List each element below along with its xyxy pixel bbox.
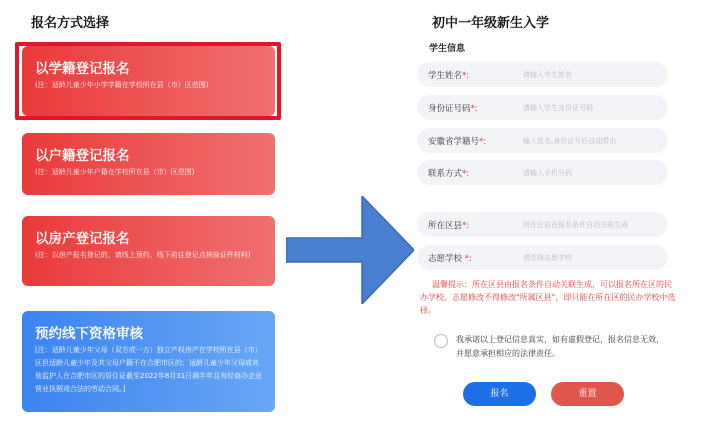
- warm-tip-text: 温馨提示：所在区县由报名条件自动关联生成，可以报名所在区的民办学校。志愿修改不得修改"所属区县"，即只能在所在区的民办学校中选择。: [420, 280, 676, 315]
- right-arrow-icon: [286, 196, 414, 304]
- card-offline-review[interactable]: [22, 311, 275, 412]
- field-placeholder: 所在区县由报名条件自动关联生成: [523, 221, 628, 229]
- field-placeholder: 请输入学生姓名: [523, 71, 572, 79]
- section-title-student-info: 学生信息: [429, 44, 466, 54]
- field-label: 志愿学校 *:: [428, 254, 472, 264]
- student-record-number-field[interactable]: [417, 128, 668, 153]
- left-panel-title: 报名方式选择: [31, 16, 110, 31]
- agreement-radio[interactable]: [434, 334, 448, 348]
- field-placeholder: 请选择志愿学校: [523, 254, 572, 262]
- field-label: 所在区县*:: [428, 221, 470, 231]
- field-placeholder: 请输入学生身份证号码: [523, 104, 593, 112]
- card-household-register[interactable]: [22, 133, 275, 195]
- field-placeholder: 请输入手机号码: [523, 169, 572, 177]
- submit-button[interactable]: 报名: [463, 382, 536, 406]
- agreement-text: 我承诺以上登记信息真实，如有虚假登记，报名信息无效，并愿意承担相应的法律责任。: [456, 335, 664, 358]
- card-student-record[interactable]: [22, 46, 275, 116]
- preferred-school-field[interactable]: [417, 245, 668, 270]
- card-title: 以房产登记报名: [35, 231, 130, 247]
- card-description: [注：适龄儿童少年父母（双方或一方）独立产权房产在学校所在县（市）区但适龄儿童少年及其父母户籍不在合肥市区的；适龄儿童少年父母或其他监护人在合肥市区的居住证截至2022年8月31日满半年且有经商办企业营业执照或合法的劳动合同。]: [35, 346, 263, 393]
- field-placeholder: 输入姓名,身份证号后自动带出: [523, 137, 617, 145]
- card-title: 预约线下资格审核: [35, 326, 143, 342]
- reset-button[interactable]: 重置: [551, 382, 624, 406]
- district-field[interactable]: [417, 212, 668, 237]
- card-property[interactable]: [22, 216, 275, 286]
- field-label: 联系方式*:: [428, 169, 470, 179]
- id-number-field[interactable]: [417, 95, 668, 120]
- field-label: 身份证号码*:: [428, 104, 478, 114]
- field-label: 学生姓名*:: [428, 71, 470, 81]
- student-name-field[interactable]: [417, 62, 668, 87]
- form-page-title: 初中一年级新生入学: [432, 16, 550, 31]
- card-description: (注：适龄儿童少年小学学籍在学校所在县（市）区范围): [35, 81, 209, 89]
- card-title: 以学籍登记报名: [35, 61, 130, 77]
- card-description: (注：以房产报名登记的，请线上预约，线下前往登记点核验证件材料): [35, 251, 251, 259]
- card-title: 以户籍登记报名: [35, 148, 130, 164]
- card-description: (注：适龄儿童少年户籍在学校所在县（市）区范围): [35, 168, 195, 176]
- field-label: 安徽省学籍号*:: [428, 137, 487, 147]
- contact-field[interactable]: [417, 160, 668, 185]
